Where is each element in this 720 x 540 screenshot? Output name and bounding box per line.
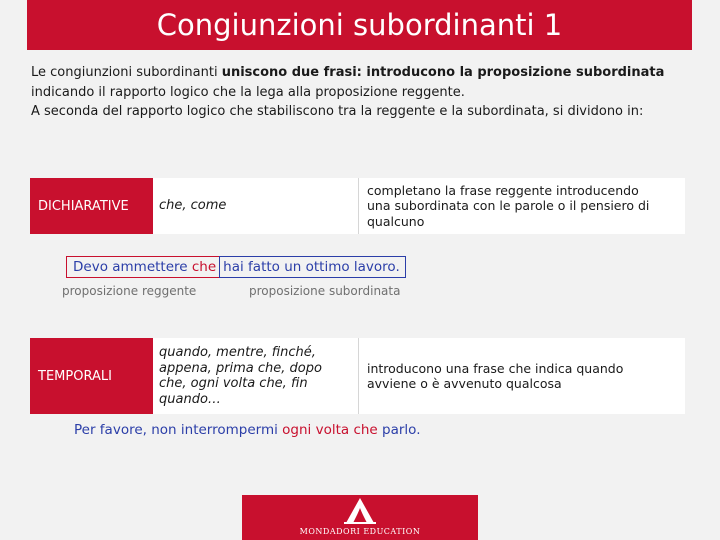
conjunction: che	[191, 259, 217, 275]
examples-text: che, come	[159, 198, 227, 214]
row-temporali	[30, 338, 685, 414]
intro-paragraph-1	[31, 63, 691, 102]
sentence-part-1: Per favore, non interrompermi	[74, 422, 283, 438]
intro-p1-bold: uniscono due frasi: introducono la proposizione subordinata	[221, 65, 665, 80]
subordinate-clause: hai fatto un ottimo lavoro.	[219, 256, 406, 278]
example-sentence-1	[66, 256, 406, 278]
description-text: completano la frase reggente introducendo una subordinata con le parole o il pensiero di qualcuno	[367, 182, 650, 229]
label-subordinate-clause: proposizione subordinata	[249, 284, 401, 298]
main-clause-box	[66, 256, 220, 278]
sentence-part-2: parlo.	[377, 422, 421, 438]
row-dichiarative	[30, 178, 685, 234]
mondadori-logo-icon	[342, 497, 378, 525]
category-label: DICHIARATIVE	[30, 178, 153, 234]
conjunction: ogni volta che	[282, 422, 378, 438]
intro-text	[31, 63, 691, 122]
examples-text: quando, mentre, finché, appena, prima che, dopo che, ogni volta che, fin quando…	[159, 345, 322, 407]
intro-p1-c: indicando il rapporto logico che la lega alla proposizione reggente.	[31, 84, 465, 100]
intro-paragraph-2: A seconda del rapporto logico che stabiliscono tra la reggente e la subordinata, si dividono in:	[31, 104, 644, 119]
intro-p1-a: Le congiunzioni subordinanti	[31, 65, 222, 80]
main-clause: Devo ammettere	[73, 259, 192, 275]
category-label: TEMPORALI	[30, 338, 153, 414]
page-title: Congiunzioni subordinanti 1	[156, 8, 563, 42]
description-text: introducono una frase che indica quando avviene o è avvenuto qualcosa	[367, 360, 624, 391]
logo-text: MONDADORI EDUCATION	[299, 527, 421, 536]
example-sentence-2	[74, 422, 420, 438]
label-main-clause: proposizione reggente	[62, 284, 197, 298]
title-bar	[27, 0, 692, 50]
